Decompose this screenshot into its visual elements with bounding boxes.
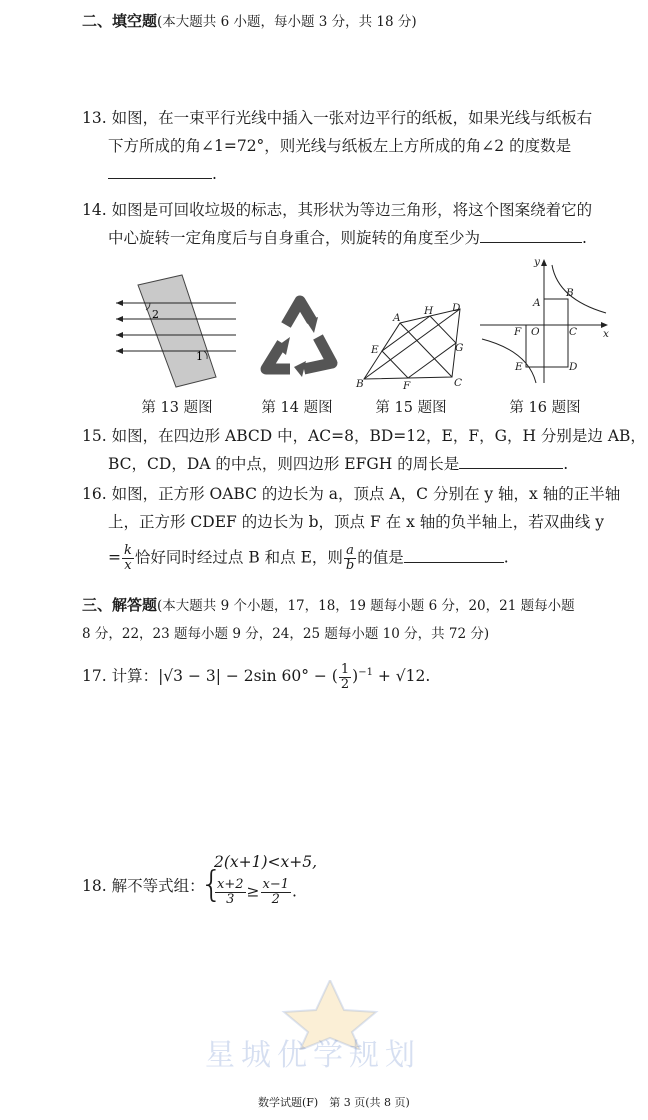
fig16-label-A: A bbox=[533, 297, 541, 309]
q13-line2: 下方所成的角∠1=72°，则光线与纸板左上方所成的角∠2 的度数是 bbox=[108, 137, 572, 155]
q18-fraction-left bbox=[215, 878, 246, 907]
section2-note: (本大题共 6 小题，每小题 3 分，共 18 分) bbox=[157, 14, 417, 30]
figure-16 bbox=[480, 256, 609, 383]
q18-relation: ≥ bbox=[246, 882, 260, 901]
fig14-arrow-right bbox=[304, 337, 332, 369]
fig13-paper-strip bbox=[138, 275, 216, 387]
caption-fig15: 第 15 题图 bbox=[375, 400, 447, 416]
q18-n1: x+2 bbox=[217, 877, 244, 892]
q17-line bbox=[82, 660, 430, 692]
q16-period: . bbox=[503, 548, 509, 567]
figure-13 bbox=[116, 275, 236, 387]
q18-n2: x−1 bbox=[262, 877, 289, 892]
fig15-label-E: E bbox=[371, 344, 379, 356]
fig13-arrowhead bbox=[116, 300, 123, 306]
fig16-label-O: O bbox=[531, 326, 540, 338]
figure-14 bbox=[266, 301, 332, 377]
q15-period: . bbox=[563, 455, 569, 473]
q18-brace: { bbox=[200, 864, 223, 905]
q16-equals: = bbox=[108, 548, 121, 567]
section3-note1: (本大题共 9 个小题，17，18，19 题每小题 6 分，20，21 题每小题 bbox=[157, 598, 575, 614]
q18-prefix: 18. 解不等式组： bbox=[82, 877, 205, 895]
page-footer: 数学试题(F) 第 3 页(共 8 页) bbox=[258, 1096, 410, 1109]
q13-period: . bbox=[212, 165, 217, 183]
fig16-hyperbola-branch1 bbox=[552, 265, 606, 313]
fig16-square-oabc bbox=[544, 299, 568, 325]
fig13-label-1: 1 bbox=[196, 350, 203, 363]
q17-fraction-half bbox=[339, 663, 351, 692]
fig15-label-C: C bbox=[454, 377, 463, 389]
fig13-arrowhead bbox=[116, 332, 123, 338]
fig16-label-x: x bbox=[603, 328, 609, 340]
watermark-text: 星城优学规划 bbox=[205, 1038, 421, 1073]
fig13-arrowhead bbox=[116, 348, 123, 354]
q18-period: . bbox=[292, 882, 297, 901]
fig13-label-2: 2 bbox=[152, 308, 159, 321]
q15-line2 bbox=[108, 452, 568, 477]
q16-line2: 上，正方形 CDEF 的边长为 b，顶点 F 在 x 轴的负半轴上，若双曲线 y bbox=[108, 513, 604, 531]
q14-line2 bbox=[108, 226, 587, 251]
q17-denominator: 2 bbox=[340, 676, 350, 692]
section3-title: 三、解答题 bbox=[82, 596, 158, 614]
caption-fig16: 第 16 题图 bbox=[509, 400, 581, 416]
q16-answer-blank[interactable] bbox=[404, 546, 504, 563]
fig15-label-D: D bbox=[452, 302, 461, 314]
q15-line1: 15. 如图，在四边形 ABCD 中，AC=8，BD=12，E，F，G，H 分别是边 AB， bbox=[82, 427, 646, 445]
q18-d2: 2 bbox=[271, 892, 280, 907]
fig16-label-C: C bbox=[569, 326, 578, 338]
fig15-quadrilateral-efgh bbox=[382, 316, 456, 378]
section3-note2: 8 分，22，23 题每小题 9 分，24，25 题每小题 10 分，共 72 分) bbox=[82, 626, 490, 642]
q16-b: b bbox=[345, 558, 355, 573]
q18-inequality-1: 2(x+1)<x+5, bbox=[214, 853, 318, 871]
section3-heading bbox=[82, 594, 575, 615]
q16-tail: 的值是 bbox=[357, 548, 404, 567]
figure-15 bbox=[355, 302, 463, 392]
q14-line1: 14. 如图是可回收垃圾的标志，其形状为等边三角形，将这个图案绕着它的 bbox=[82, 201, 593, 219]
fig16-label-y: y bbox=[534, 256, 540, 268]
q14-answer-blank[interactable] bbox=[480, 226, 582, 243]
section2-title: 二、填空题 bbox=[82, 12, 158, 30]
figures-row bbox=[0, 255, 648, 395]
fig16-label-B: B bbox=[566, 287, 574, 299]
caption-fig14: 第 14 题图 bbox=[261, 400, 333, 416]
q15-text: BC，CD，DA 的中点，则四边形 EFGH 的周长是 bbox=[108, 455, 460, 473]
q18-d1: 3 bbox=[226, 892, 235, 907]
fig15-label-G: G bbox=[455, 342, 464, 354]
q18-fraction-right bbox=[261, 878, 292, 907]
q17-exponent: −1 bbox=[358, 667, 373, 678]
q16-k: k bbox=[124, 543, 132, 558]
q16-a: a bbox=[344, 544, 356, 559]
fig16-hyperbola-branch2 bbox=[482, 339, 536, 383]
q17-paren: ) bbox=[352, 667, 359, 686]
fig16-label-E: E bbox=[515, 361, 523, 373]
q16-line1: 16. 如图，正方形 OABC 的边长为 a，顶点 A，C 分别在 y 轴，x 轴的正半轴 bbox=[82, 485, 621, 503]
fig16-label-D: D bbox=[569, 361, 578, 373]
q13-line1: 13. 如图，在一束平行光线中插入一张对边平行的纸板，如果光线与纸板右 bbox=[82, 109, 593, 127]
q16-fraction-k-over-x bbox=[122, 544, 134, 573]
fig15-label-B: B bbox=[356, 378, 364, 390]
q14-text: 中心旋转一定角度后与自身重合，则旋转的角度至少为 bbox=[108, 229, 481, 247]
fig16-y-arrow bbox=[541, 259, 547, 266]
q16-line3 bbox=[108, 544, 509, 573]
fig15-label-F: F bbox=[403, 380, 411, 392]
q16-x: x bbox=[124, 558, 132, 573]
q17-tail: + √12. bbox=[372, 667, 431, 686]
fig15-label-H: H bbox=[424, 305, 434, 317]
q16-mid-text: 恰好同时经过点 B 和点 E，则 bbox=[134, 548, 343, 567]
section2-heading bbox=[82, 10, 417, 31]
q17-numerator: 1 bbox=[340, 661, 350, 677]
fig15-label-A: A bbox=[393, 312, 401, 324]
q16-fraction-a-over-b bbox=[344, 544, 356, 573]
q15-answer-blank[interactable] bbox=[459, 452, 563, 469]
q13-line3 bbox=[108, 162, 217, 187]
q17-prefix: 17. 计算：|√3 − 3| − 2sin 60° − ( bbox=[82, 667, 338, 686]
q14-period: . bbox=[582, 229, 587, 247]
caption-fig13: 第 13 题图 bbox=[141, 400, 213, 416]
fig16-label-F: F bbox=[514, 326, 522, 338]
fig13-arrowhead bbox=[116, 316, 123, 322]
q13-answer-blank[interactable] bbox=[108, 162, 212, 179]
q18-inequality-2 bbox=[214, 878, 297, 907]
